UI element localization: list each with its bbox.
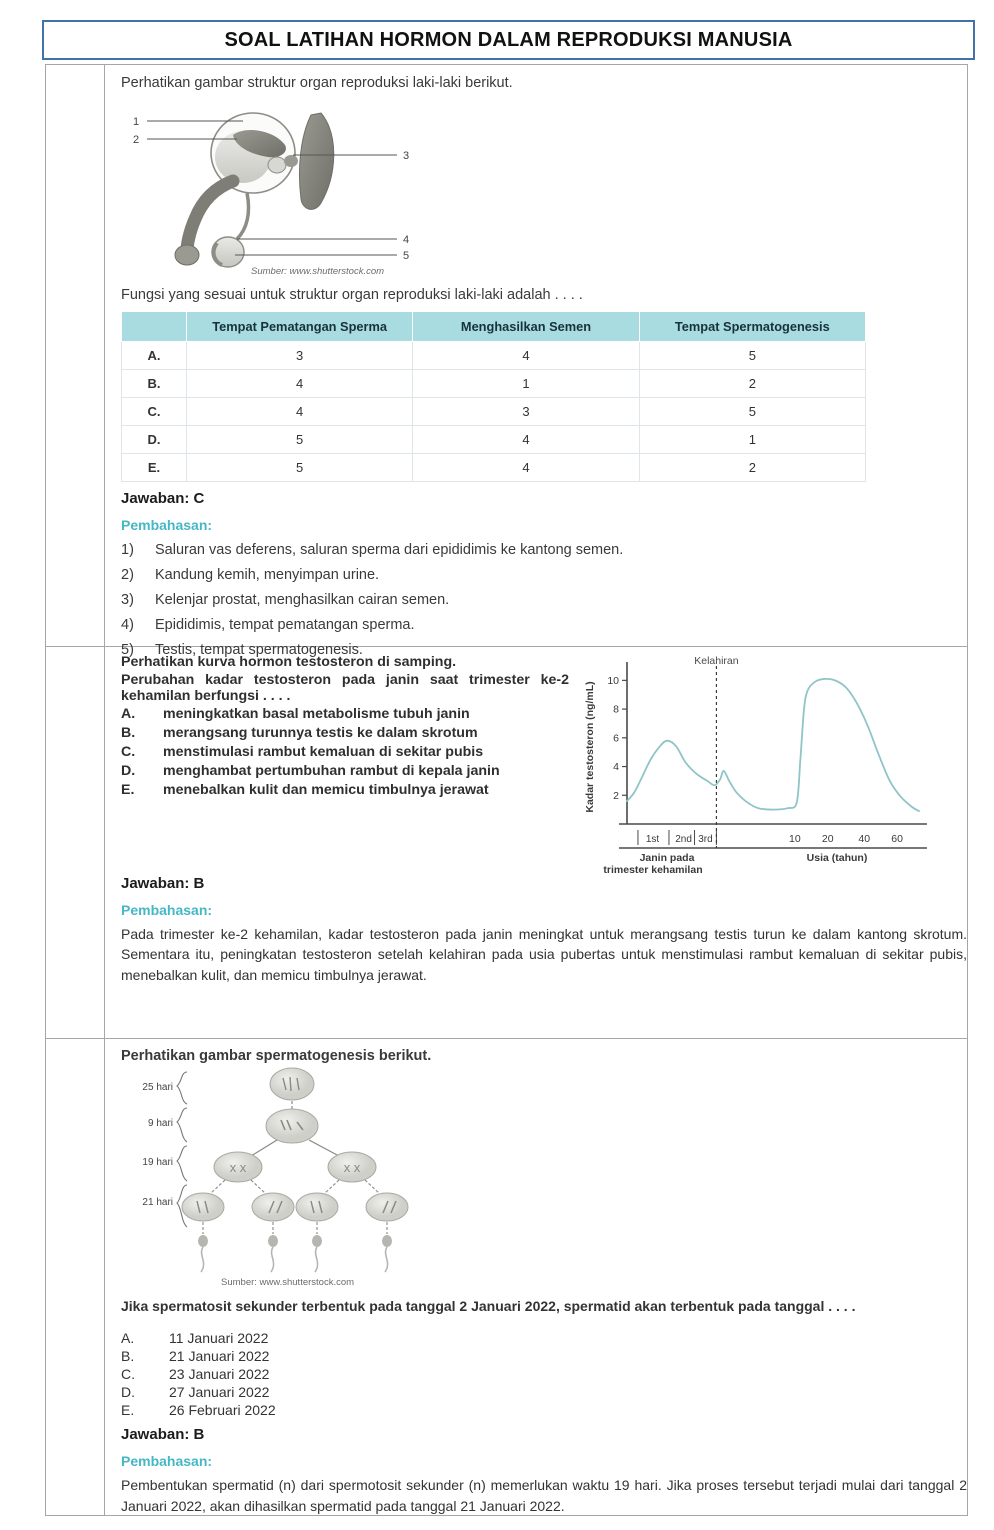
choice-letter: B. [121,724,136,741]
choice-text: 21 Januari 2022 [169,1348,270,1365]
chart-line-series [627,679,919,811]
chart-x-segment-ticks [638,830,903,845]
choice-letter: A. [121,706,136,722]
q2-chart-column [579,646,967,876]
svg-text:5: 5 [403,250,410,262]
q2-answer: Jawaban: B [121,875,205,892]
content-area [105,65,967,1515]
svg-text:10: 10 [789,833,801,845]
stage-label-0: 25 hari [142,1082,173,1093]
table-row[interactable] [122,342,866,370]
q2-layout-row [121,646,967,876]
cell: 4 [413,426,639,454]
table-row[interactable] [122,370,866,398]
question-block-3 [105,1038,967,1530]
choice-text: menstimulasi rambut kemaluan di sekitar pubis [163,743,484,760]
cell-spermatogonium [270,1068,314,1100]
list-marker: 5) [121,642,134,658]
svg-text:1: 1 [133,116,140,128]
row-label: D. [122,426,187,454]
choice-letter: D. [121,762,136,779]
svg-text:x x: x x [343,1160,361,1175]
page-title-box [42,20,975,60]
chart-x-label-usia: Usia (tahun) [806,852,868,864]
row-label: A. [122,342,187,370]
page-frame [45,64,968,1516]
spermatogenesis-diagram [125,1064,455,1279]
list-marker: 2) [121,567,134,583]
col-header-spermatogenesis: Tempat Spermatogenesis [639,312,865,342]
q3-lead: Perhatikan gambar spermatogenesis berikut. [121,1048,432,1064]
list-text: Epididimis, tempat pematangan sperma. [155,617,415,633]
choice-letter: C. [121,1366,135,1383]
list-item [121,617,967,633]
svg-text:3rd: 3rd [698,834,713,845]
choice-c[interactable] [121,744,569,762]
choice-a[interactable] [121,706,569,724]
choice-c[interactable] [121,1366,967,1382]
list-item [121,567,967,583]
choice-letter: B. [121,1348,135,1365]
cell: 4 [413,454,639,482]
q1-prompt: Fungsi yang sesuai untuk struktur organ reproduksi laki-laki adalah . . . . [121,287,583,303]
choice-text: meningkatkan basal metabolisme tubuh janin [163,706,470,722]
col-header-label [122,312,187,342]
table-row[interactable] [122,398,866,426]
svg-text:60: 60 [891,833,903,845]
male-reproductive-diagram [125,95,445,270]
choice-letter: A. [121,1330,135,1347]
chart-y-ticks [607,675,627,802]
q2-prompt: Perubahan kadar testosteron pada janin saat trimester ke-2 kehamilan berfungsi . . . . [121,672,569,704]
q1-figure-source: Sumber: www.shutterstock.com [251,266,385,277]
choice-b[interactable] [121,725,569,743]
row-label: C. [122,398,187,426]
q1-options-table [121,311,866,482]
choice-text: menghambat pertumbuhan rambut di kepala janin [163,762,500,779]
choice-text: 26 Februari 2022 [169,1402,276,1419]
choice-b[interactable] [121,1348,967,1364]
choice-letter: D. [121,1384,135,1401]
svg-text:40: 40 [858,833,871,845]
row-label: B. [122,370,187,398]
svg-text:4: 4 [613,761,619,774]
q3-prompt: Jika spermatosit sekunder terbentuk pada tanggal 2 Januari 2022, spermatid akan terbentuk pada tanggal . . . . [121,1298,856,1314]
cell: 3 [187,342,413,370]
page-title: SOAL LATIHAN HORMON DALAM REPRODUKSI MANUSIA [224,28,793,51]
q2-pembahasan-heading: Pembahasan: [121,902,213,918]
kelahiran-label: Kelahiran [694,655,739,667]
svg-text:6: 6 [613,732,619,745]
svg-text:10: 10 [607,674,619,687]
choice-text: 11 Januari 2022 [169,1330,269,1347]
list-text: Testis, tempat spermatogenesis. [155,642,363,658]
q2-choice-list [121,706,569,799]
list-text: Kelenjar prostat, menghasilkan cairan semen. [155,592,450,608]
svg-text:3: 3 [403,150,410,162]
choice-e[interactable] [121,782,569,800]
q2-pembahasan-text: Pada trimester ke-2 kehamilan, kadar testosteron pada janin meningkat untuk merangsang testis turun ke dalam kantong skrotum. Sementara itu, peningkatan testosteron setelah kelahiran pada usia pubertas untuk menstimulasi rambut kemaluan di sekitar pubis, menebalkan kulit, dan memicu timbulnya jerawat. [121,926,967,983]
col-header-semen: Menghasilkan Semen [413,312,639,342]
svg-text:4: 4 [403,234,410,246]
stage-label-1: 9 hari [147,1118,173,1129]
q2-text-column [121,646,569,800]
maturation-arrows [203,1222,387,1234]
cell-primary-spermatocyte [266,1109,318,1143]
q3-pembahasan-text: Pembentukan spermatid (n) dari spermotosit sekunder (n) memerlukan waktu 19 hari. Jika proses tersebut terjadi mulai dari tanggal 2 Januari 2022, akan dihasilkan spermatid pada tanggal 21 Januari 2022. [121,1477,967,1514]
svg-text:x x: x x [229,1160,247,1175]
chart-y-axis-label: Kadar testosteron (ng/mL) [584,681,596,813]
cell: 4 [187,398,413,426]
choice-letter: E. [121,1402,135,1419]
mature-sperm-group [198,1235,392,1272]
list-marker: 3) [121,592,134,608]
cell: 1 [413,370,639,398]
list-marker: 1) [121,542,134,558]
list-text: Kandung kemih, menyimpan urine. [155,567,380,583]
choice-text: merangsang turunnya testis ke dalam skrotum [163,724,478,741]
cell: 5 [187,426,413,454]
cell: 2 [639,370,865,398]
q3-pembahasan-heading: Pembahasan: [121,1453,213,1470]
svg-text:20: 20 [821,833,834,845]
testosterone-chart [579,652,939,876]
choice-text: 27 Januari 2022 [169,1384,270,1401]
svg-text:2: 2 [133,134,140,146]
table-header-row [122,312,866,342]
q3-answer: Jawaban: B [121,1426,205,1444]
male-repro-svg [125,95,445,270]
table-row[interactable] [122,426,866,454]
choice-d[interactable] [121,1384,967,1400]
cell: 2 [639,454,865,482]
cell-spermatid-group [182,1193,408,1221]
choice-text: menebalkan kulit dan memicu timbulnya jerawat [163,781,489,798]
cell: 5 [187,454,413,482]
choice-text: 23 Januari 2022 [169,1366,270,1383]
svg-text:8: 8 [613,703,619,716]
q2-lead: Perhatikan kurva hormon testosteron di samping. [121,654,457,670]
list-marker: 4) [121,617,134,633]
svg-text:2nd: 2nd [675,834,692,845]
list-item [121,592,967,608]
svg-text:1st: 1st [645,834,660,845]
q3-figure-source: Sumber: www.shutterstock.com [221,1277,355,1288]
col-header-pematangan: Tempat Pematangan Sperma [187,312,413,342]
list-item [121,542,967,558]
choice-d[interactable] [121,763,569,781]
table-row[interactable] [122,454,866,482]
spermatogenesis-svg [125,1064,455,1279]
question-block-2 [105,646,967,999]
chart-x-label-janin: Janin pada [639,852,695,864]
q3-choice-list [121,1330,967,1418]
cell: 4 [187,370,413,398]
q1-pembahasan-list [121,542,967,658]
list-text: Saluran vas deferens, saluran sperma dari epididimis ke kantong semen. [155,542,624,558]
cell: 5 [639,342,865,370]
chart-x-label-trimester: trimester kehamilan [603,864,703,876]
cell: 3 [413,398,639,426]
choice-letter: E. [121,781,135,798]
q1-answer: Jawaban: C [121,490,205,507]
choice-letter: C. [121,743,136,760]
cell: 1 [639,426,865,454]
choice-a[interactable] [121,1330,967,1346]
choice-e[interactable] [121,1402,967,1418]
question-block-1 [105,65,967,667]
stage-label-2: 19 hari [142,1157,173,1168]
stage-label-3: 21 hari [142,1197,173,1208]
svg-text:2: 2 [613,789,619,802]
row-label: E. [122,454,187,482]
q1-lead: Perhatikan gambar struktur organ reproduksi laki-laki berikut. [121,75,513,91]
cell: 4 [413,342,639,370]
q1-pembahasan-heading: Pembahasan: [121,517,213,533]
testosterone-chart-svg [579,652,939,876]
cell: 5 [639,398,865,426]
